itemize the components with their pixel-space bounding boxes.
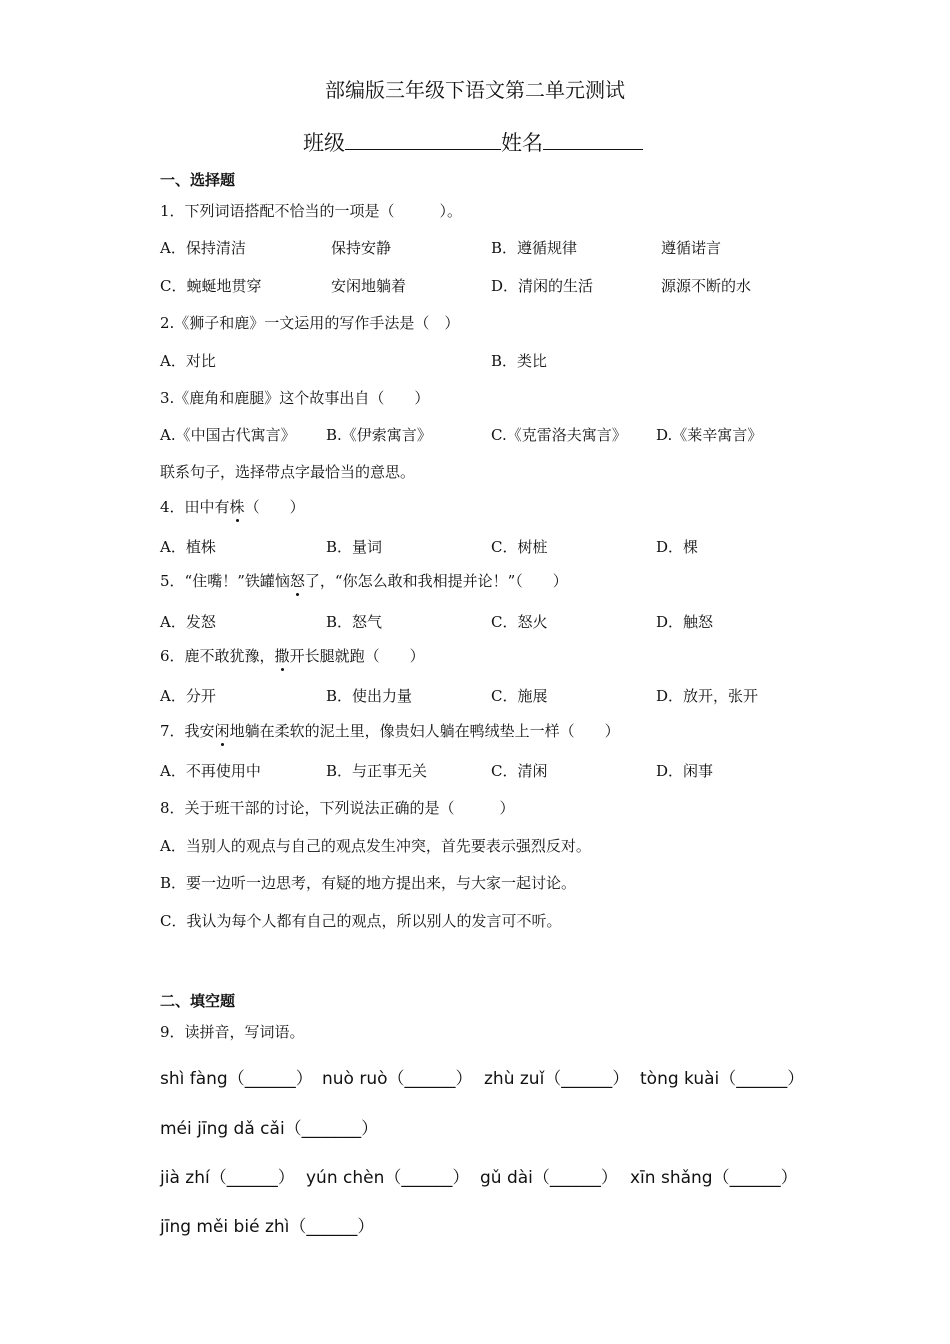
option: D．清闲的生活 [491, 277, 594, 295]
dotted-char: 闲 [214, 722, 230, 740]
option: D．闲事 [656, 762, 714, 780]
instruction-text: 联系句子，选择带点字最恰当的意思。 [160, 463, 416, 481]
option: 安闲地躺着 [331, 277, 407, 295]
pinyin-item[interactable]: tòng kuài（______） [640, 1069, 805, 1089]
question-3-stem: 3.《鹿角和鹿腿》这个故事出自（ ） [160, 389, 430, 407]
pinyin-item[interactable]: xīn shǎng（______） [630, 1168, 798, 1188]
option: C．树桩 [491, 538, 548, 556]
question-1-stem: 1．下列词语搭配不恰当的一项是（ ）。 [160, 202, 463, 220]
pinyin-item[interactable]: jīng měi bié zhì（______） [160, 1217, 375, 1237]
question-2-stem: 2.《狮子和鹿》一文运用的写作手法是（ ） [160, 314, 460, 332]
option: D．放开，张开 [656, 687, 759, 705]
option: 遵循诺言 [661, 239, 722, 257]
option: C．清闲 [491, 762, 548, 780]
option: A．保持清洁 [160, 239, 246, 257]
name-blank[interactable] [543, 129, 643, 150]
option: D.《莱辛寓言》 [656, 426, 763, 444]
class-label: 班级 [303, 131, 345, 155]
section-heading: 二、填空题 [160, 992, 236, 1010]
option: 源源不断的水 [661, 277, 752, 295]
name-label: 姓名 [501, 131, 543, 155]
option: D．触怒 [656, 613, 714, 631]
page-title: 部编版三年级下语文第二单元测试 [325, 78, 625, 102]
option: A．植株 [160, 538, 216, 556]
stem-text: 5．“住嘴！”铁罐恼 [160, 572, 290, 590]
option: A．当别人的观点与自己的观点发生冲突，首先要表示强烈反对。 [160, 837, 591, 855]
option: B.《伊索寓言》 [326, 426, 432, 444]
dotted-char: 株 [229, 498, 245, 516]
section-heading: 一、选择题 [160, 171, 236, 189]
stem-text: （ ） [244, 498, 305, 516]
option: A.《中国古代寓言》 [160, 426, 296, 444]
question-6-stem [160, 645, 425, 666]
option: 保持安静 [331, 239, 392, 257]
option: D．棵 [656, 538, 699, 556]
stem-text: 6．鹿不敢犹豫， [160, 647, 275, 665]
option: B．量词 [326, 538, 383, 556]
option: B．遵循规律 [491, 239, 578, 257]
option: A．发怒 [160, 613, 216, 631]
option: C．我认为每个人都有自己的观点，所以别人的发言可不听。 [160, 912, 562, 930]
question-7-stem [160, 720, 620, 741]
question-8-stem: 8．关于班干部的讨论，下列说法正确的是（ ） [160, 799, 515, 817]
option: B．要一边听一边思考，有疑的地方提出来，与大家一起讨论。 [160, 874, 577, 892]
dotted-char: 撒 [274, 647, 290, 665]
pinyin-item[interactable]: jià zhí（______） [160, 1168, 295, 1188]
dotted-char: 怒 [289, 572, 305, 590]
option: A．分开 [160, 687, 216, 705]
option: C．蜿蜒地贯穿 [160, 277, 262, 295]
option: C.《克雷洛夫寓言》 [491, 426, 627, 444]
option: B．使出力量 [326, 687, 413, 705]
pinyin-item[interactable]: méi jīng dǎ cǎi（_______） [160, 1119, 379, 1139]
stem-text: 了，“你怎么敢和我相提并论！”（ ） [304, 572, 568, 590]
stem-text: 开长腿就跑（ ） [289, 647, 425, 665]
question-9-stem: 9．读拼音，写词语。 [160, 1023, 305, 1041]
stem-text: 7．我安 [160, 722, 215, 740]
stem-text: 4．田中有 [160, 498, 230, 516]
pinyin-item[interactable]: gǔ dài（______） [480, 1168, 618, 1188]
question-5-stem [160, 570, 568, 591]
option: B．类比 [491, 352, 548, 370]
question-4-stem [160, 496, 305, 517]
class-blank[interactable] [345, 129, 501, 150]
option: A．对比 [160, 352, 216, 370]
pinyin-item[interactable]: yún chèn（______） [306, 1168, 470, 1188]
pinyin-item[interactable]: zhù zuǐ（______） [484, 1069, 630, 1089]
pinyin-item[interactable]: nuò ruò（______） [322, 1069, 473, 1089]
option: B．与正事无关 [326, 762, 428, 780]
pinyin-item[interactable]: shì fàng（______） [160, 1069, 313, 1089]
option: C．怒火 [491, 613, 548, 631]
class-name-line [303, 127, 643, 157]
stem-text: 地躺在柔软的泥土里，像贵妇人躺在鸭绒垫上一样（ ） [229, 722, 620, 740]
option: A．不再使用中 [160, 762, 261, 780]
option: C．施展 [491, 687, 548, 705]
option: B．怒气 [326, 613, 383, 631]
